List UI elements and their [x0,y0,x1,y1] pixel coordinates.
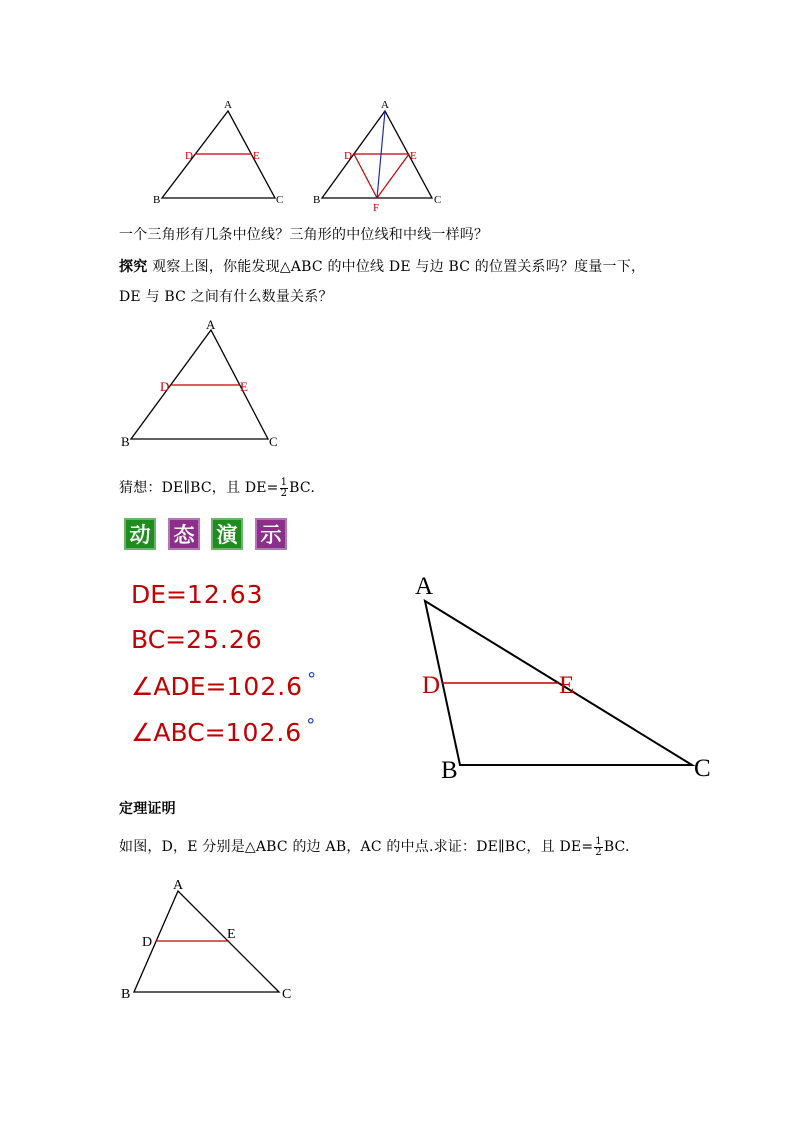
point-d-label: D [185,150,193,162]
vertex-c-label: C [269,434,278,449]
point-f-label: F [373,202,380,214]
demo-button-yan[interactable]: 演 [211,518,243,550]
point-e-label[interactable]: E [559,672,575,699]
point-d-label: D [142,935,153,950]
vertex-a-label: A [173,878,184,893]
point-d-label: D [160,379,170,394]
vertex-a-label: A [381,99,389,111]
fraction-half: $\frac{1}{2}$ [280,476,288,499]
explore-text-1: 观察上图，你能发现△ABC 的中位线 DE 与边 BC 的位置关系吗？度量一下， [152,259,646,275]
degree-symbol: ° [306,715,316,736]
vertex-c-label: C [276,194,284,206]
vertex-c-label[interactable]: C [694,755,711,782]
vertex-b-label: B [313,194,321,206]
vertex-b-label: B [153,194,161,206]
point-d-label: D [344,150,352,162]
theorem-prefix: 如图，D，E 分别是△ABC 的边 AB，AC 的中点.求证：DE∥BC，且 DE= [119,839,594,855]
conjecture-prefix: 猜想：DE∥BC，且 DE= [119,480,279,496]
measure-angle-abc: ∠ABC=102.6 ° [131,715,316,747]
measure-de: DE=12.63 [131,580,264,609]
point-e-label: E [227,927,236,942]
vertex-b-label[interactable]: B [441,757,458,784]
vertex-a-label: A [206,317,216,332]
explore-label: 探究 [119,259,148,275]
explore-line-2: DE 与 BC 之间有什么数量关系？ [119,289,333,305]
point-d-label[interactable]: D [422,672,441,699]
vertex-a-label[interactable]: A [415,573,434,600]
theorem-suffix: BC. [603,839,630,855]
vertex-b-label: B [121,987,131,1002]
vertex-b-label: B [121,434,130,449]
vertex-c-label: C [282,987,292,1002]
measure-bc: BC=25.26 [131,625,263,654]
vertex-a-label: A [224,99,232,111]
vertex-c-label: C [434,194,442,206]
fraction-half: $\frac{1}{2}$ [595,835,602,858]
point-e-label: E [240,379,248,394]
measure-angle-ade: ∠ADE=102.6 ° [131,669,317,701]
point-e-label: E [410,150,417,162]
degree-symbol: ° [307,669,317,690]
conjecture-suffix: BC. [289,480,315,496]
question-line: 一个三角形有几条中位线？三角形的中位线和中线一样吗？ [119,227,489,243]
demo-button-dong[interactable]: 动 [124,518,156,550]
theorem-heading: 定理证明 [119,801,176,817]
point-e-label: E [253,150,260,162]
demo-button-shi[interactable]: 示 [255,518,287,550]
demo-button-tai[interactable]: 态 [168,518,200,550]
